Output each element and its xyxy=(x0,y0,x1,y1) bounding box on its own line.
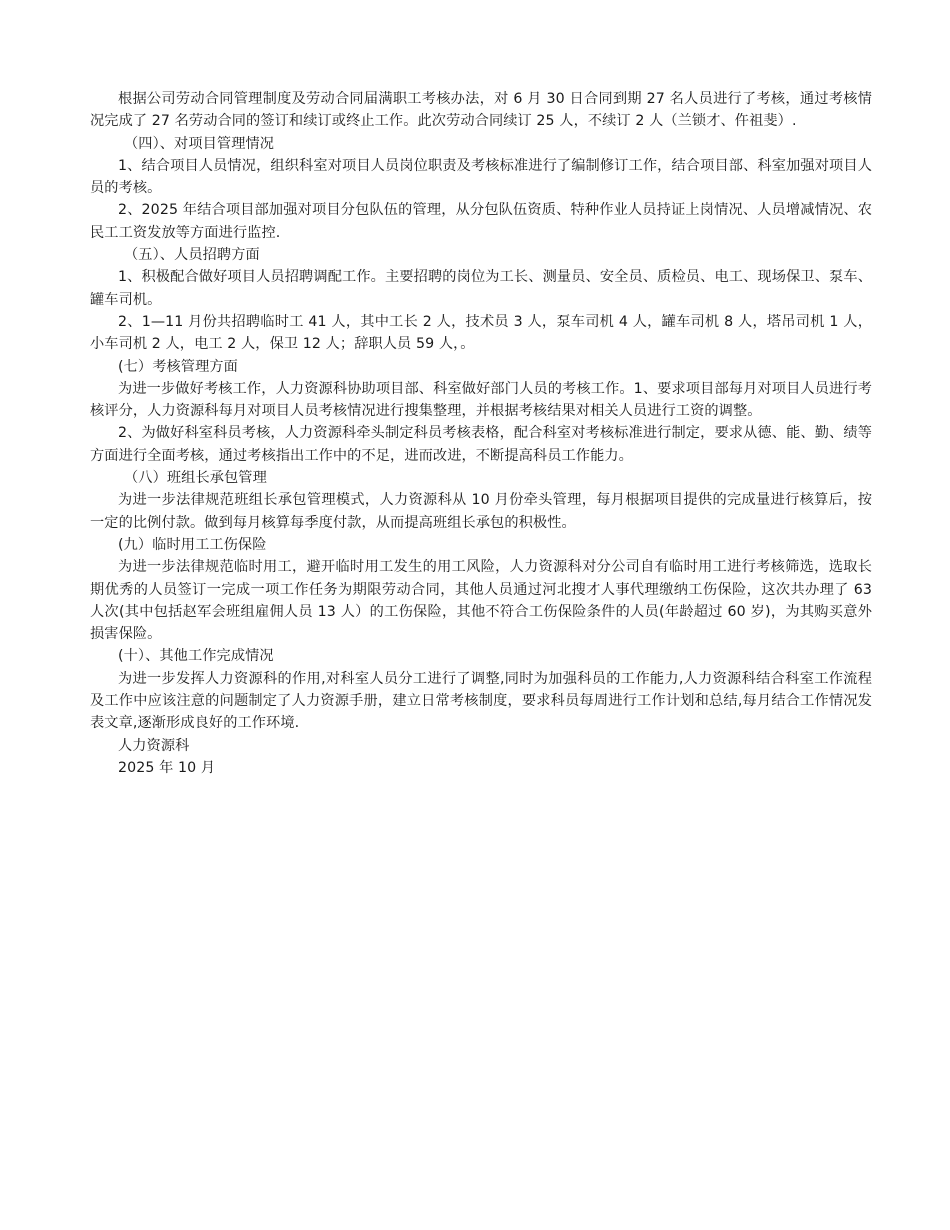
paragraph-other-work: 为进一步发挥人力资源科的作用,对科室人员分工进行了调整,同时为加强科员的工作能力,人力资源科结合科室工作流程及工作中应该注意的问题制定了人力资源手册，建立日常考核制度，要求科员每周进行工作计划和总结,每月结合工作情况发表文章,逐渐形成良好的工作环境. xyxy=(90,670,872,732)
paragraph-injury-insurance: 为进一步法律规范临时用工，避开临时用工发生的用工风险，人力资源科对分公司自有临时用工进行考核筛选，选取长期优秀的人员签订一完成一项工作任务为期限劳动合同，其他人员通过河北搜才人事代理缴纳工伤保险，这次共办理了 63 人次(其中包括赵军会班组雇佣人员 13 人）的工伤保险，其他不符合工伤保险条件的人员(年龄超过 60 岁)，为其购买意外损害保险。 xyxy=(90,559,872,643)
paragraph-contract-review: 根据公司劳动合同管理制度及劳动合同届满职工考核办法，对 6 月 30 日合同到期 27 名人员进行了考核，通过考核情况完成了 27 名劳动合同的签订和续订或终止工作。此次劳动合同续订 25 人，不续订 2 人（兰锁才、仵祖斐）. xyxy=(90,91,872,130)
section-heading-team-leader-contract: （八）班组长承包管理 xyxy=(124,470,267,487)
signature-date: 2025 年 10 月 xyxy=(118,759,216,776)
signature-department: 人力资源科 xyxy=(118,737,190,754)
section-heading-recruitment: （五）、人员招聘方面 xyxy=(124,247,260,264)
paragraph-assessment-project: 为进一步做好考核工作，人力资源科协助项目部、科室做好部门人员的考核工作。1、要求项目部每月对项目人员进行考核评分，人力资源科每月对项目人员考核情况进行搜集整理，并根据考核结果对相关人员进行工资的调整。 xyxy=(90,380,872,420)
document-page xyxy=(90,88,872,779)
paragraph-recruitment-positions: 1、积极配合做好项目人员招聘调配工作。主要招聘的岗位为工长、测量员、安全员、质检员、电工、现场保卫、泵车、罐车司机。 xyxy=(90,269,872,308)
paragraph-project-staff-duties: 1、结合项目人员情况，组织科室对项目人员岗位职责及考核标准进行了编制修订工作，结合项目部、科室加强对项目人员的考核。 xyxy=(90,157,872,197)
paragraph-subcontractor-management: 2、2025 年结合项目部加强对项目分包队伍的管理，从分包队伍资质、特种作业人员持证上岗情况、人员增减情况、农民工工资发放等方面进行监控. xyxy=(90,202,872,241)
section-heading-assessment: (七）考核管理方面 xyxy=(118,358,238,375)
paragraph-team-leader-contract: 为进一步法律规范班组长承包管理模式，人力资源科从 10 月份牵头管理，每月根据项目提供的完成量进行核算后，按一定的比例付款。做到每月核算每季度付款，从而提高班组长承包的积极性。 xyxy=(90,492,872,531)
section-heading-injury-insurance: (九）临时用工工伤保险 xyxy=(118,536,267,553)
paragraph-assessment-staff: 2、为做好科室科员考核，人力资源科牵头制定科员考核表格，配合科室对考核标准进行制定，要求从德、能、勤、绩等方面进行全面考核，通过考核指出工作中的不足，进而改进，不断提高科员工作能力。 xyxy=(90,425,872,464)
section-heading-project-management: （四）、对项目管理情况 xyxy=(124,135,275,152)
section-heading-other-work: (十）、其他工作完成情况 xyxy=(118,648,274,665)
paragraph-recruitment-numbers: 2、1—11 月份共招聘临时工 41 人，其中工长 2 人，技术员 3 人，泵车司机 4 人，罐车司机 8 人，塔吊司机 1 人，小车司机 2 人，电工 2 人，保卫 12 人；辞职人员 59 人，。 xyxy=(90,313,872,353)
